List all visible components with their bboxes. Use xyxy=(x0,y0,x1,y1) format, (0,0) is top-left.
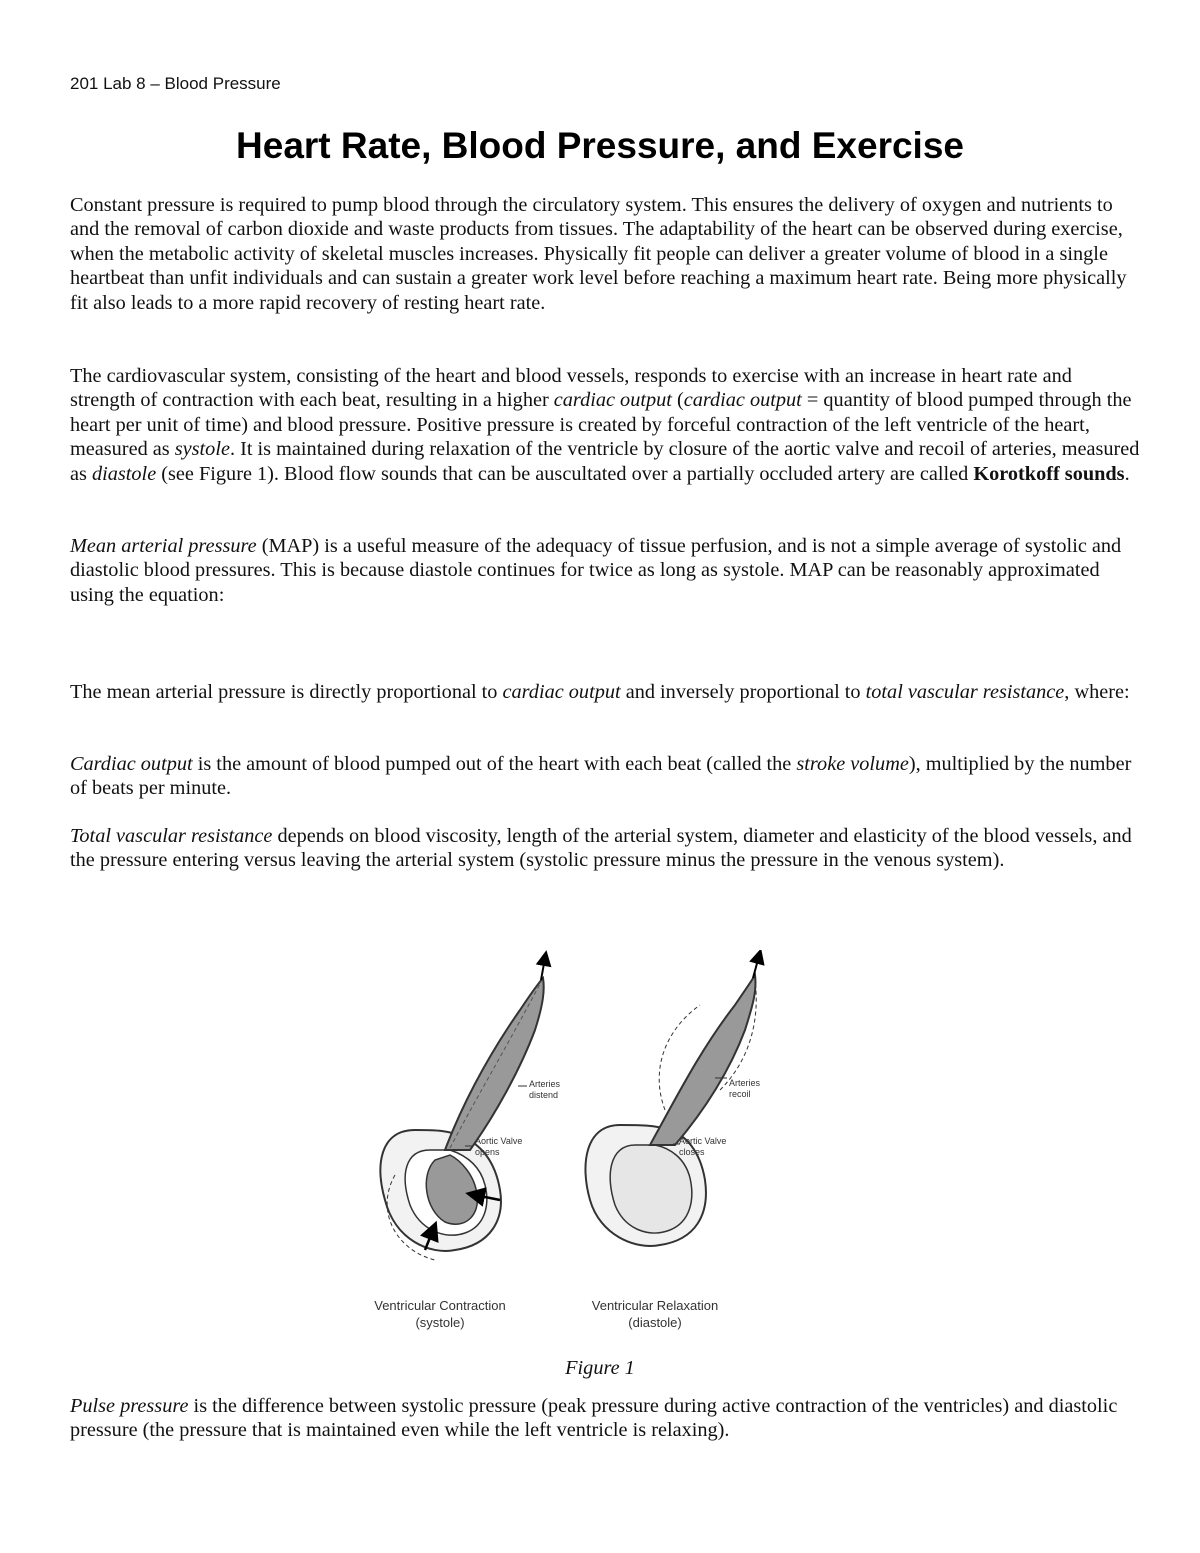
label-valve-opens-2: opens xyxy=(475,1147,500,1157)
paragraph-cardiac-output: Cardiac output is the amount of blood pumped out of the heart with each beat (called the stroke volume), multiplied by the number of beats per minute. xyxy=(70,753,1132,800)
paragraph-intro: Constant pressure is required to pump blood through the circulatory system. This ensures the delivery of oxygen and nutrients to and the removal of carbon dioxide and waste products from tissues. The adaptability of the heart can be observed during exercise, when the metabolic activity of skeletal muscles increases. Physically fit people can deliver a greater volume of blood in a single heartbeat than unfit individuals and can sustain a greater work level before reaching a maximum heart rate. Being more physically fit also leads to a more rapid recovery of resting heart rate. xyxy=(70,194,1127,314)
figure-caption: Figure 1 xyxy=(565,1357,635,1379)
label-arteries-distend-1: Arteries xyxy=(529,1079,561,1089)
label-valve-closes-2: closes xyxy=(679,1147,705,1157)
caption-diastole: (diastole) xyxy=(628,1315,682,1330)
diastole-heart-drawing xyxy=(585,956,759,1246)
heart-figure xyxy=(355,950,775,1335)
page-title: Heart Rate, Blood Pressure, and Exercise xyxy=(236,125,964,166)
paragraph-pulse-pressure: Pulse pressure is the difference between systolic pressure (peak pressure during active contraction of the ventricles) and diastolic pressure (the pressure that is maintained even while the left ventricle is relaxing). xyxy=(70,1395,1118,1442)
paragraph-vascular-resistance: Total vascular resistance depends on blood viscosity, length of the arterial system, diameter and elasticity of the blood vessels, and the pressure entering versus leaving the arterial system (systolic pressure minus the pressure in the venous system). xyxy=(70,825,1132,872)
caption-relaxation: Ventricular Relaxation xyxy=(591,1298,719,1313)
systole-heart-drawing xyxy=(380,958,545,1260)
korotkoff-term: Korotkoff sounds xyxy=(973,462,1125,485)
caption-systole: (systole) xyxy=(415,1315,465,1330)
label-arteries-distend-2: distend xyxy=(529,1090,559,1100)
label-arteries-recoil-2: recoil xyxy=(729,1089,751,1099)
paragraph-map: Mean arterial pressure (MAP) is a useful measure of the adequacy of tissue perfusion, and is not a simple average of systolic and diastolic blood pressures. This is because diastole continues for twice as long as systole. MAP can be reasonably approximated using the equation: xyxy=(70,535,1122,606)
paragraph-proportional: The mean arterial pressure is directly proportional to cardiac output and inversely proportional to total vascular resistance, where: xyxy=(70,681,1130,703)
label-valve-opens-1: Aortic Valve xyxy=(475,1136,523,1146)
caption-contraction: Ventricular Contraction xyxy=(374,1298,506,1313)
label-valve-closes-1: Aortic Valve xyxy=(679,1136,727,1146)
paragraph-cardiovascular: The cardiovascular system, consisting of the heart and blood vessels, responds to exercise with an increase in heart rate and strength of contraction with each beat, resulting in a higher cardiac output (cardiac output = quantity of blood pumped through the heart per unit of time) and blood pressure. Positive pressure is created by forceful contraction of the left ventricle of the heart, measured as systole. It is maintained during relaxation of the ventricle by closure of the aortic valve and recoil of arteries, measured as diastole (see Figure 1). Blood flow sounds that can be auscultated over a partially occluded artery are called Korotkoff sounds. xyxy=(70,365,1140,485)
label-arteries-recoil-1: Arteries xyxy=(729,1078,761,1088)
document-header: 201 Lab 8 – Blood Pressure xyxy=(70,74,281,93)
